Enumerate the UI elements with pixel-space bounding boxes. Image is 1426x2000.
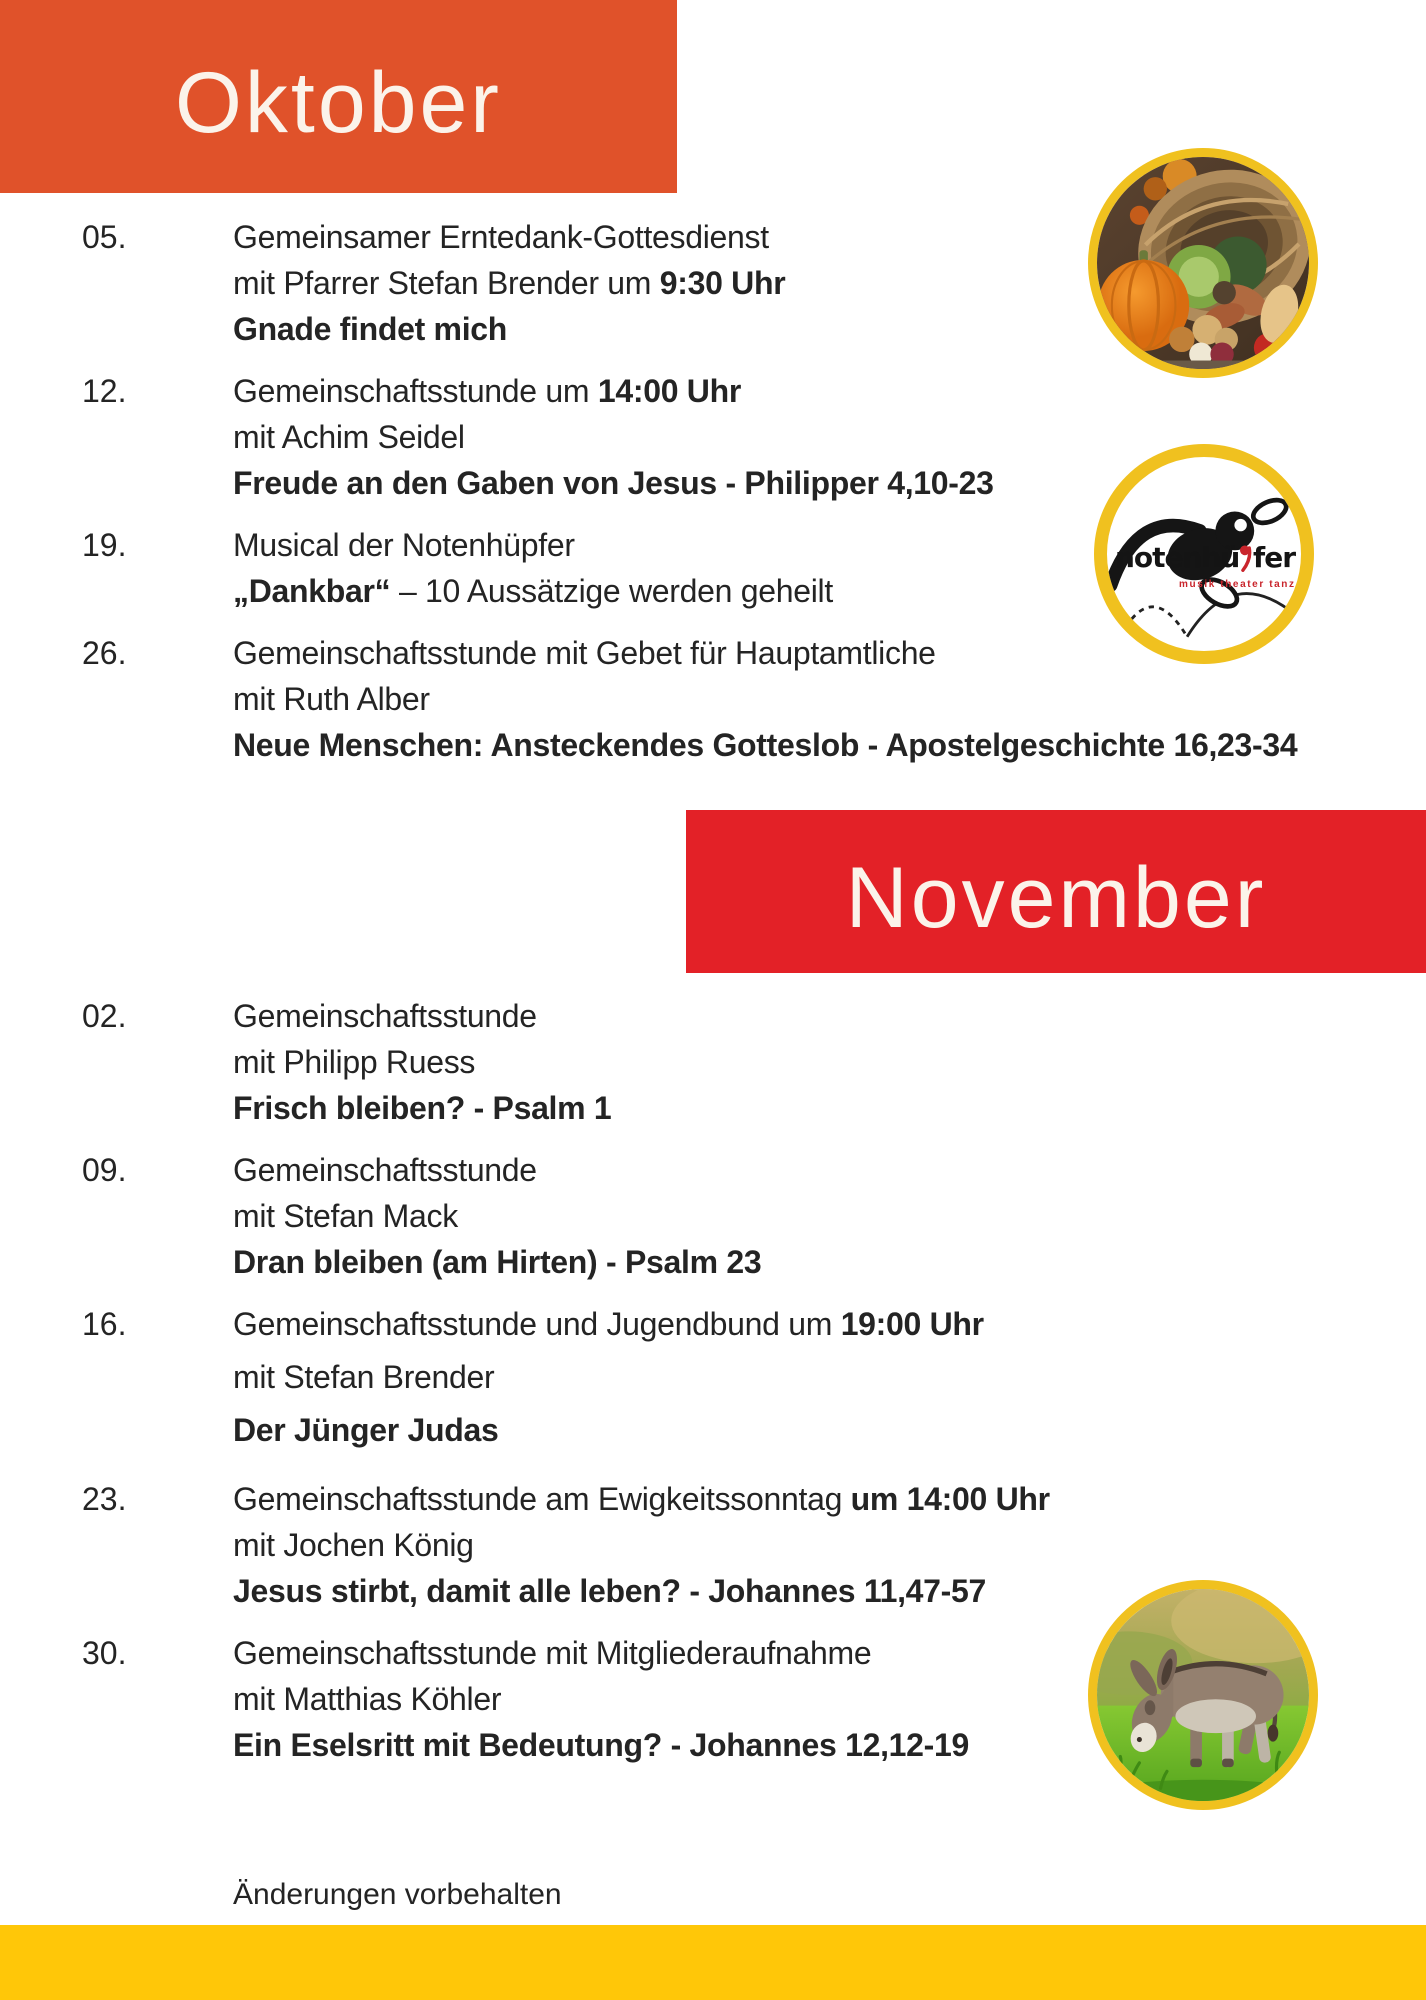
event-date: 02. <box>82 998 127 1034</box>
text-segment: Musical der Notenhüpfer <box>233 527 575 563</box>
text-segment-bold: Jesus stirbt, damit alle leben? - Johannes 11,47-57 <box>233 1573 986 1609</box>
logo-word-end: fer <box>1253 541 1295 574</box>
donkey-photo <box>1088 1580 1318 1810</box>
text-segment: Gemeinschaftsstunde am Ewigkeitssonntag <box>233 1481 851 1517</box>
event-line <box>233 993 611 1039</box>
event-line <box>233 1039 611 1085</box>
text-segment: – 10 Aussätzige werden geheilt <box>390 573 833 609</box>
notenhuepfer-logo-inner <box>1107 457 1301 651</box>
event-line <box>233 1407 984 1453</box>
event-date: 16. <box>82 1306 127 1342</box>
text-segment-bold: 9:30 Uhr <box>659 265 786 301</box>
text-segment-bold: 19:00 Uhr <box>840 1306 984 1342</box>
event-lines <box>233 1147 761 1285</box>
text-segment: mit Philipp Ruess <box>233 1044 476 1080</box>
text-segment: Gemeinsamer Erntedank-Gottesdienst <box>233 219 769 255</box>
text-segment-bold: Der Jünger Judas <box>233 1412 499 1448</box>
text-segment-bold: Ein Eselsritt mit Bedeutung? - Johannes 12,12-19 <box>233 1727 970 1763</box>
event-line <box>233 1568 1050 1614</box>
november-banner-title: November <box>845 850 1267 946</box>
text-segment: mit Matthias Köhler <box>233 1681 502 1717</box>
text-segment: mit Jochen König <box>233 1527 474 1563</box>
text-segment-bold: um 14:00 Uhr <box>850 1481 1050 1517</box>
text-segment: Gemeinschaftsstunde und Jugendbund um <box>233 1306 841 1342</box>
event-date: 30. <box>82 1635 127 1671</box>
event-line <box>233 1676 969 1722</box>
event-line <box>233 722 1297 768</box>
text-segment: Gemeinschaftsstunde mit Mitgliederaufnahme <box>233 1635 872 1671</box>
event-line <box>233 1476 1050 1522</box>
text-segment-bold: Dran bleiben (am Hirten) - Psalm 23 <box>233 1244 762 1280</box>
event-date: 12. <box>82 373 127 409</box>
event-line <box>233 414 994 460</box>
event-line <box>233 1239 761 1285</box>
text-segment-bold: 14:00 Uhr <box>597 373 741 409</box>
text-segment: mit Achim Seidel <box>233 419 465 455</box>
event-line <box>233 214 785 260</box>
october-banner <box>0 0 677 193</box>
event-line <box>233 460 994 506</box>
event-line <box>233 1193 761 1239</box>
text-segment-bold: Gnade findet mich <box>233 311 508 347</box>
text-segment-bold: Frisch bleiben? - Psalm 1 <box>233 1090 612 1126</box>
text-segment: Gemeinschaftsstunde um <box>233 373 598 409</box>
event-row <box>82 993 1426 1131</box>
text-segment-bold: Freude an den Gaben von Jesus - Philipper 4,10-23 <box>233 465 994 501</box>
event-line <box>233 1085 611 1131</box>
event-line <box>233 1354 984 1400</box>
logo-word-start: notenhü <box>1115 541 1240 574</box>
event-lines <box>233 522 833 614</box>
text-segment: mit Pfarrer Stefan Brender um <box>233 265 660 301</box>
harvest-basket-photo <box>1088 148 1318 378</box>
logo-tagline: musik theater tanz <box>1179 579 1296 590</box>
event-line <box>233 1301 984 1347</box>
event-date: 05. <box>82 219 127 255</box>
event-lines <box>233 1301 984 1460</box>
text-segment: mit Ruth Alber <box>233 681 430 717</box>
text-segment-bold: „Dankbar“ <box>233 573 391 609</box>
event-lines <box>233 1630 969 1768</box>
donkey-illustration <box>1097 1589 1309 1801</box>
event-lines <box>233 214 785 352</box>
october-banner-title: Oktober <box>175 55 502 151</box>
event-line <box>233 1630 969 1676</box>
event-lines <box>233 368 994 506</box>
text-segment: mit Stefan Brender <box>233 1359 495 1395</box>
event-line <box>233 306 785 352</box>
event-line <box>233 1722 969 1768</box>
text-segment: mit Stefan Mack <box>233 1198 458 1234</box>
logo-wordmark <box>1115 541 1295 574</box>
bottom-accent-bar <box>0 1925 1426 2000</box>
event-line <box>233 1522 1050 1568</box>
event-line <box>233 1147 761 1193</box>
event-line <box>233 522 833 568</box>
text-segment-bold: Neue Menschen: Ansteckendes Gotteslob - Apostelgeschichte 16,23-34 <box>233 727 1298 763</box>
event-row <box>82 1147 1426 1285</box>
text-segment: Gemeinschaftsstunde <box>233 998 537 1034</box>
event-lines <box>233 993 611 1131</box>
event-line <box>233 368 994 414</box>
text-segment: Gemeinschaftsstunde mit Gebet für Hauptamtliche <box>233 635 936 671</box>
text-segment: Gemeinschaftsstunde <box>233 1152 537 1188</box>
event-row <box>82 1301 1426 1460</box>
event-date: 23. <box>82 1481 127 1517</box>
red-note-icon <box>1240 545 1252 572</box>
event-date: 26. <box>82 635 127 671</box>
event-date: 09. <box>82 1152 127 1188</box>
event-date: 19. <box>82 527 127 563</box>
november-banner <box>686 810 1426 973</box>
footer-note: Änderungen vorbehalten <box>233 1878 562 1911</box>
notenhuepfer-logo <box>1094 444 1314 664</box>
harvest-basket-illustration <box>1097 157 1309 369</box>
event-line <box>233 568 833 614</box>
event-line <box>233 260 785 306</box>
event-lines <box>233 1476 1050 1614</box>
event-line <box>233 676 1297 722</box>
